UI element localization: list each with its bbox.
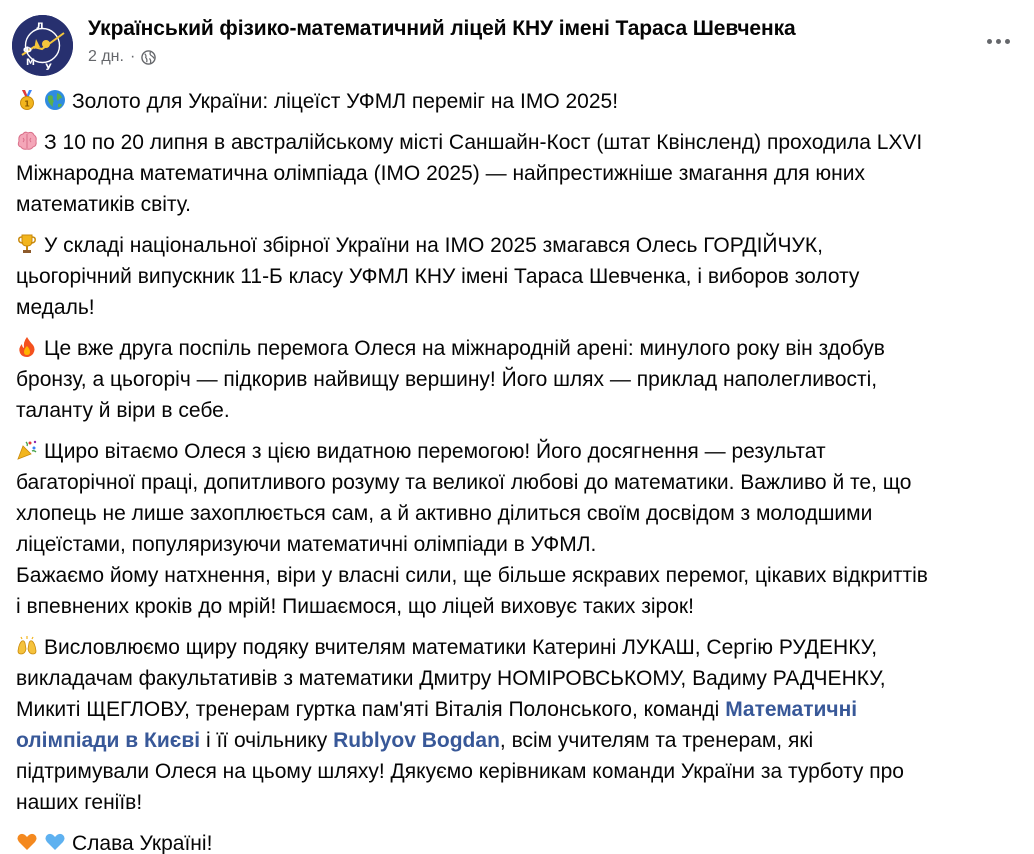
blue-heart-emoji (44, 831, 66, 853)
post-time[interactable]: 2 дн. (88, 48, 124, 65)
page-name-link[interactable]: Український фізико-математичний ліцей КНУ імені Тараса Шевченка (88, 17, 796, 40)
paragraph-line: Щиро вітаємо Олеся з цією видатною перемогою! Його досягнення — результат (44, 440, 826, 463)
post-text (16, 86, 1030, 854)
raising-hands-emoji (16, 635, 38, 657)
paragraph-line: таланту й віри в себе. (16, 399, 230, 422)
party-popper-emoji (16, 439, 38, 461)
globe-icon[interactable] (141, 50, 156, 65)
lyceum-logo (12, 15, 73, 76)
paragraph-headline (16, 86, 1030, 117)
page-avatar[interactable] (12, 15, 73, 76)
paragraph-line: наших геніїв! (16, 791, 143, 814)
trophy-emoji (16, 233, 38, 255)
paragraph-line: і впевнених кроків до мрій! Пишаємося, що ліцей виховує таких зірок! (16, 595, 694, 618)
paragraph-line: ліцеїстами, популяризуючи математичні олімпіади в УФМЛ. (16, 533, 597, 556)
paragraph-congratulations (16, 436, 1030, 622)
paragraph-thanks (16, 632, 1030, 818)
medal-emoji (16, 89, 38, 111)
paragraph-line: медаль! (16, 296, 95, 319)
paragraph-achievement (16, 333, 1030, 426)
paragraph-line (16, 694, 1030, 725)
paragraph-line: Бажаємо йому натхнення, віри у власні сили, ще більше яскравих перемог, цікавих відкриттів (16, 564, 928, 587)
paragraph-line: математиків світу. (16, 193, 191, 216)
mention-link-math-olympiads-kyiv[interactable]: олімпіади в Києві (16, 729, 201, 752)
svg-text:У: У (45, 63, 52, 73)
svg-text:М: М (26, 58, 35, 68)
headline-text: Золото для України: ліцеїст УФМЛ переміг на IMO 2025! (72, 90, 619, 113)
text-segment: , всім учителям та тренерам, які (499, 729, 814, 752)
globe-emoji (44, 89, 66, 111)
svg-text:1: 1 (24, 99, 30, 109)
paragraph-line: З 10 по 20 липня в австралійському місті Саншайн-Кост (штат Квінсленд) проходила LXVI (44, 131, 923, 154)
paragraph-line (16, 725, 1030, 756)
paragraph-line: викладачам факультативів з математики Дмитру НОМІРОВСЬКОМУ, Вадиму РАДЧЕНКУ, (16, 667, 886, 690)
post-meta (88, 48, 156, 66)
paragraph-event (16, 127, 1030, 220)
paragraph-line: Слава Україні! (72, 832, 213, 854)
mention-link-rublyov-bogdan[interactable]: Rublyov Bogdan (333, 729, 500, 752)
text-segment: Микиті ЩЕГЛОВУ, тренерам гуртка пам'яті Віталія Полонського, команді (16, 698, 726, 721)
paragraph-team (16, 230, 1030, 323)
orange-heart-emoji (16, 831, 38, 853)
fire-emoji (16, 336, 38, 358)
mention-link-math-olympiads-kyiv[interactable]: Математичні (725, 698, 858, 721)
paragraph-line: багаторічної праці, допитливого розуму та великої любові до математики. Важливо й те, що (16, 471, 912, 494)
paragraph-line: підтримували Олеся на цьому шляху! Дякуємо керівникам команди України за турботу про (16, 760, 904, 783)
paragraph-line: Висловлюємо щиру подяку вчителям математики Катерині ЛУКАШ, Сергію РУДЕНКУ, (44, 636, 878, 659)
svg-text:Ф: Ф (23, 46, 32, 56)
brain-emoji (16, 130, 38, 152)
paragraph-line: хлопець не лише захоплюється сам, а й активно ділиться своїм досвідом з молодшими (16, 502, 873, 525)
text-segment: і її очільнику (200, 729, 334, 752)
meta-separator: · (129, 48, 136, 65)
more-options-button[interactable] (980, 27, 1016, 55)
paragraph-line: Це вже друга поспіль перемога Олеся на міжнародній арені: минулого року він здобув (44, 337, 885, 360)
more-dot-icon (1005, 39, 1010, 44)
paragraph-line: У складі національної збірної України на IMO 2025 змагався Олесь ГОРДІЙЧУК, (44, 234, 823, 257)
paragraph-line: бронзу, а цьогоріч — підкорив найвищу вершину! Його шлях — приклад наполегливості, (16, 368, 878, 391)
more-dot-icon (987, 39, 992, 44)
paragraph-closing (16, 828, 1030, 854)
svg-text:Л: Л (36, 22, 44, 32)
paragraph-line: цьогорічний випускник 11-Б класу УФМЛ КНУ імені Тараса Шевченка, і виборов золоту (16, 265, 860, 288)
more-dot-icon (996, 39, 1001, 44)
paragraph-line: Міжнародна математична олімпіада (IMO 2025) — найпрестижніше змагання для юних (16, 162, 866, 185)
